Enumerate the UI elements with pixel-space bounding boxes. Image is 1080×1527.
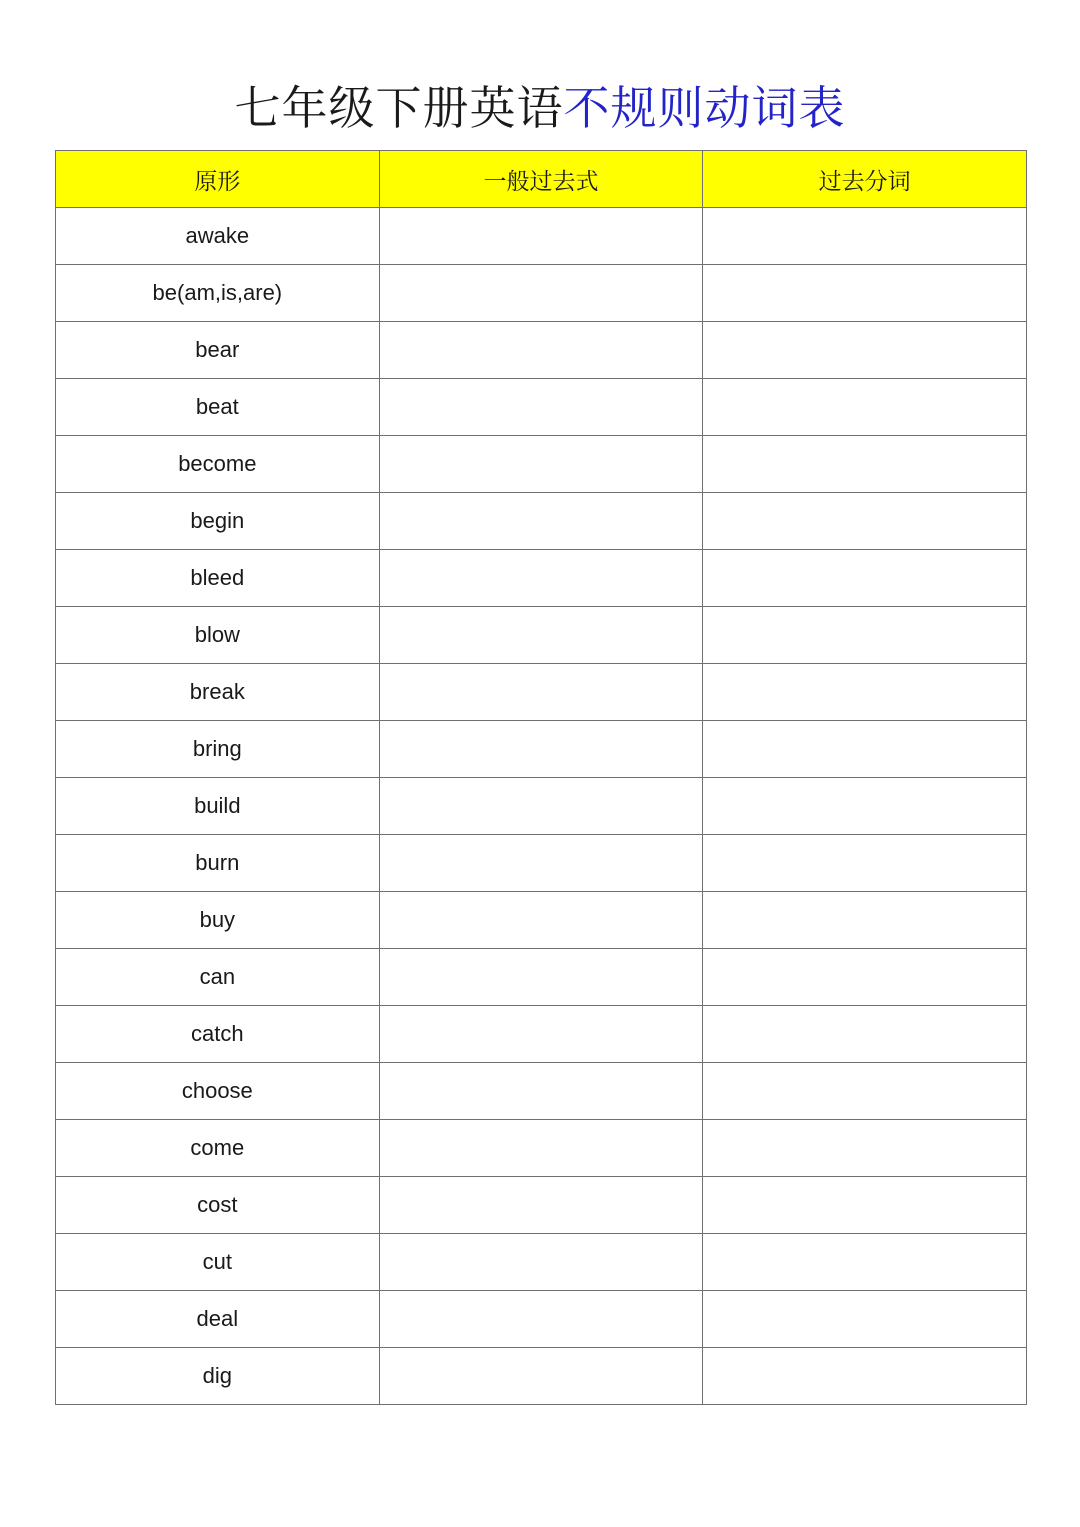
cell-past-participle bbox=[703, 493, 1027, 550]
page-title bbox=[0, 78, 1080, 138]
cell-past-participle bbox=[703, 664, 1027, 721]
table-row bbox=[56, 1006, 1027, 1063]
cell-past-participle bbox=[703, 1006, 1027, 1063]
cell-base-form: bleed bbox=[56, 550, 380, 607]
cell-past-participle bbox=[703, 1120, 1027, 1177]
header-past-participle: 过去分词 bbox=[703, 151, 1027, 208]
table-row bbox=[56, 208, 1027, 265]
cell-past-tense bbox=[379, 265, 703, 322]
cell-past-tense bbox=[379, 493, 703, 550]
header-base-form: 原形 bbox=[56, 151, 380, 208]
cell-base-form: catch bbox=[56, 1006, 380, 1063]
cell-past-tense bbox=[379, 721, 703, 778]
table-row bbox=[56, 322, 1027, 379]
cell-base-form: awake bbox=[56, 208, 380, 265]
table-row bbox=[56, 436, 1027, 493]
cell-base-form: be(am,is,are) bbox=[56, 265, 380, 322]
table-body bbox=[56, 208, 1027, 1405]
cell-past-tense bbox=[379, 607, 703, 664]
cell-past-participle bbox=[703, 1234, 1027, 1291]
table-row bbox=[56, 493, 1027, 550]
cell-past-participle bbox=[703, 208, 1027, 265]
cell-past-tense bbox=[379, 1291, 703, 1348]
cell-base-form: can bbox=[56, 949, 380, 1006]
table-row bbox=[56, 1291, 1027, 1348]
cell-past-participle bbox=[703, 607, 1027, 664]
table-row bbox=[56, 778, 1027, 835]
cell-past-tense bbox=[379, 949, 703, 1006]
cell-base-form: cut bbox=[56, 1234, 380, 1291]
table-row bbox=[56, 1348, 1027, 1405]
cell-past-tense bbox=[379, 778, 703, 835]
cell-past-tense bbox=[379, 379, 703, 436]
cell-base-form: deal bbox=[56, 1291, 380, 1348]
cell-past-participle bbox=[703, 1291, 1027, 1348]
cell-past-tense bbox=[379, 322, 703, 379]
cell-base-form: build bbox=[56, 778, 380, 835]
cell-base-form: break bbox=[56, 664, 380, 721]
cell-base-form: burn bbox=[56, 835, 380, 892]
cell-past-participle bbox=[703, 550, 1027, 607]
title-part-grade: 七年级下册英语 bbox=[234, 81, 564, 135]
table-row bbox=[56, 265, 1027, 322]
cell-past-participle bbox=[703, 1063, 1027, 1120]
cell-past-participle bbox=[703, 892, 1027, 949]
cell-base-form: bear bbox=[56, 322, 380, 379]
cell-past-tense bbox=[379, 1006, 703, 1063]
cell-past-tense bbox=[379, 664, 703, 721]
table-row bbox=[56, 1063, 1027, 1120]
cell-base-form: bring bbox=[56, 721, 380, 778]
cell-past-tense bbox=[379, 1348, 703, 1405]
cell-base-form: begin bbox=[56, 493, 380, 550]
cell-past-tense bbox=[379, 835, 703, 892]
table-row bbox=[56, 1120, 1027, 1177]
table-row bbox=[56, 835, 1027, 892]
cell-base-form: beat bbox=[56, 379, 380, 436]
cell-base-form: dig bbox=[56, 1348, 380, 1405]
table-row bbox=[56, 379, 1027, 436]
cell-past-tense bbox=[379, 892, 703, 949]
table-row bbox=[56, 721, 1027, 778]
cell-past-tense bbox=[379, 208, 703, 265]
cell-past-tense bbox=[379, 1234, 703, 1291]
table-row bbox=[56, 664, 1027, 721]
cell-past-participle bbox=[703, 949, 1027, 1006]
irregular-verb-table bbox=[55, 150, 1027, 1405]
cell-base-form: become bbox=[56, 436, 380, 493]
cell-base-form: blow bbox=[56, 607, 380, 664]
cell-base-form: come bbox=[56, 1120, 380, 1177]
title-part-irregular-verbs: 不规则动词表 bbox=[563, 81, 846, 135]
cell-past-participle bbox=[703, 721, 1027, 778]
cell-past-tense bbox=[379, 1063, 703, 1120]
cell-base-form: cost bbox=[56, 1177, 380, 1234]
table-row bbox=[56, 892, 1027, 949]
cell-past-participle bbox=[703, 379, 1027, 436]
cell-past-participle bbox=[703, 265, 1027, 322]
cell-base-form: buy bbox=[56, 892, 380, 949]
cell-past-tense bbox=[379, 550, 703, 607]
table-row bbox=[56, 1234, 1027, 1291]
cell-past-tense bbox=[379, 1177, 703, 1234]
cell-past-participle bbox=[703, 436, 1027, 493]
table-row bbox=[56, 949, 1027, 1006]
table-row bbox=[56, 1177, 1027, 1234]
table-row bbox=[56, 550, 1027, 607]
cell-past-participle bbox=[703, 835, 1027, 892]
table-header-row bbox=[56, 151, 1027, 208]
cell-past-participle bbox=[703, 1177, 1027, 1234]
cell-past-participle bbox=[703, 1348, 1027, 1405]
cell-past-tense bbox=[379, 436, 703, 493]
cell-past-participle bbox=[703, 778, 1027, 835]
header-past-tense: 一般过去式 bbox=[379, 151, 703, 208]
table-row bbox=[56, 607, 1027, 664]
cell-past-tense bbox=[379, 1120, 703, 1177]
cell-past-participle bbox=[703, 322, 1027, 379]
cell-base-form: choose bbox=[56, 1063, 380, 1120]
